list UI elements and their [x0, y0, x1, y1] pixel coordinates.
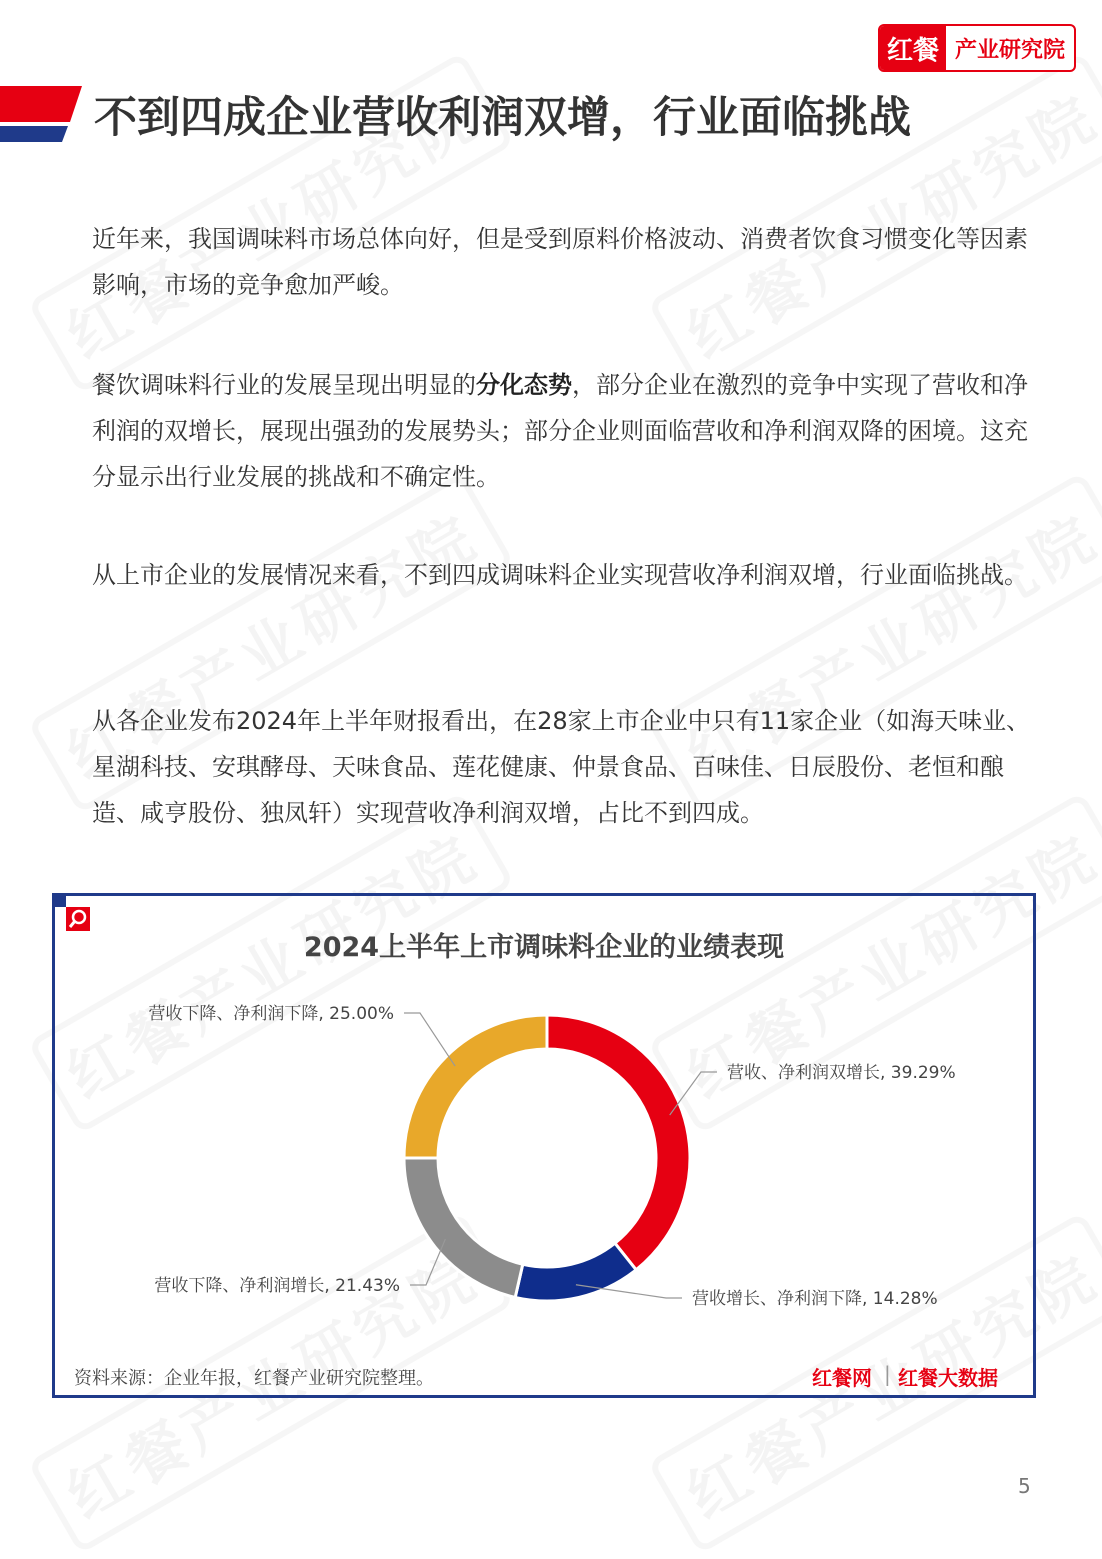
paragraph-2 — [92, 362, 1032, 500]
brand-separator: | — [884, 1362, 891, 1386]
chart-title: 2024上半年上市调味料企业的业绩表现 — [303, 932, 785, 963]
chart-corner-mark — [52, 893, 66, 907]
paragraph-2-text-a: 餐饮调味料行业的发展呈现出明显的 — [92, 371, 476, 399]
logo-mark: 红餐 — [880, 26, 946, 70]
paragraph-3: 从上市企业的发展情况来看，不到四成调味料企业实现营收净利润双增，行业面临挑战。 — [92, 561, 1028, 589]
donut-slice — [515, 1243, 636, 1301]
slice-label: 营收下降、净利润增长, 21.43% — [154, 1276, 400, 1296]
paragraph-2-bold: 分化态势 — [476, 371, 572, 399]
paragraph-4: 从各企业发布2024年上半年财报看出，在28家上市企业中只有11家企业（如海天味业、星湖科技、安琪酵母、天味食品、莲花健康、仲景食品、百味佳、日辰股份、老恒和酿造、咸亨股份、独凤轩）实现营收净利润双增，占比不到四成。 — [92, 707, 1031, 827]
brand-logo — [878, 24, 1076, 72]
page-title: 不到四成企业营收利润双增，行业面临挑战 — [94, 93, 911, 143]
title-accent-bar — [0, 86, 82, 142]
donut-slice — [404, 1015, 547, 1158]
logo-text: 产业研究院 — [954, 37, 1065, 63]
donut-chart — [52, 980, 1036, 1350]
paragraph-1: 近年来，我国调味料市场总体向好，但是受到原料价格波动、消费者饮食习惯变化等因素影响，市场的竞争愈加严峻。 — [92, 225, 1028, 299]
donut-slice — [547, 1015, 690, 1270]
paragraph-2-text-b: ，部分企业在激烈的竞争中实现了营收和净利润的双增长，展现出强劲的发展势头；部分企业则面临营收和净利润双降的困境。这充分显示出行业发展的挑战和不确定性。 — [92, 371, 1028, 491]
slice-label: 营收增长、净利润下降, 14.28% — [692, 1289, 938, 1309]
page-number: 5 — [1018, 1474, 1031, 1498]
slice-label: 营收下降、净利润下降, 25.00% — [148, 1004, 394, 1024]
source-note: 资料来源：企业年报，红餐产业研究院整理。 — [74, 1368, 434, 1389]
brand-hongcan: 红餐网 — [812, 1366, 872, 1390]
slice-label: 营收、净利润双增长, 39.29% — [727, 1063, 956, 1083]
donut-slice — [404, 1158, 523, 1297]
brand-bigdata: 红餐大数据 — [898, 1366, 998, 1390]
